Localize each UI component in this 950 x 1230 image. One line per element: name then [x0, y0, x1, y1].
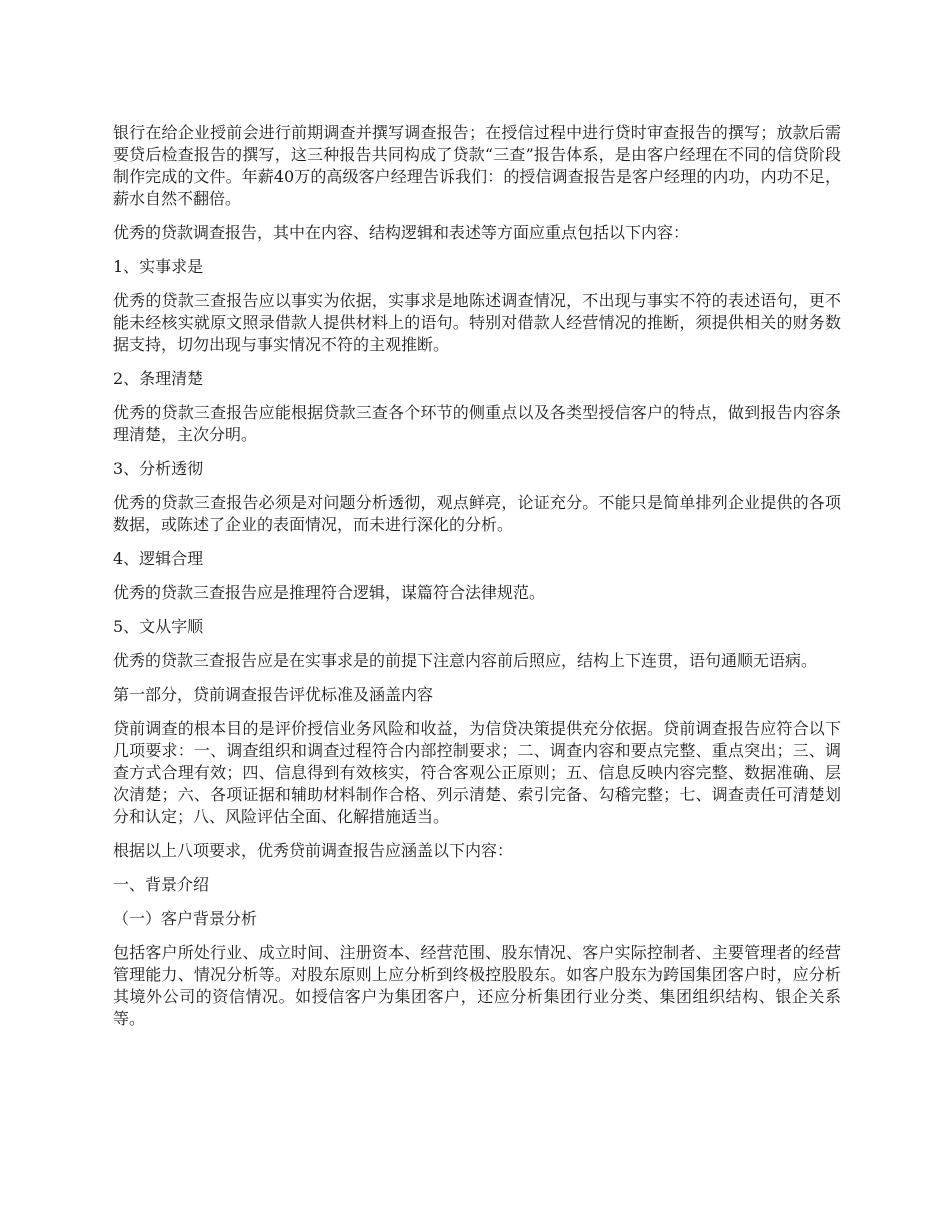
heading-4: 4、逻辑合理 [113, 549, 204, 568]
paragraph-5: 优秀的贷款三查报告应是在实事求是的前提下注意内容前后照应，结构上下连贯，语句通顺无语病。 [113, 651, 818, 670]
paragraph-customer-background: 包括客户所处行业、成立时间、注册资本、经营范围、股东情况、客户实际控制者、主要管理者的经营管理能力、情况分析等。对股东原则上应分析到终极控股股东。如客户股东为跨国集团客户时，应分析其境外公司的资信情况。如授信客户为集团客户，还应分析集团行业分类、集团组织结构、银企关系等。 [113, 943, 841, 1028]
heading-2: 2、条理清楚 [113, 369, 204, 388]
heading-3: 3、分析透彻 [113, 459, 204, 478]
paragraph-2: 优秀的贷款三查报告应能根据贷款三查各个环节的侧重点以及各类型授信客户的特点，做到报告内容条理清楚，主次分明。 [113, 403, 841, 444]
paragraph-4: 优秀的贷款三查报告应是推理符合逻辑，谋篇符合法律规范。 [113, 583, 546, 602]
section-heading-part-one: 第一部分，贷前调查报告评优标准及涵盖内容 [113, 685, 434, 704]
heading-1: 1、实事求是 [113, 257, 204, 276]
paragraph-overview: 优秀的贷款调查报告，其中在内容、结构逻辑和表述等方面应重点包括以下内容： [113, 223, 690, 242]
paragraph-eight-requirements: 根据以上八项要求，优秀贷前调查报告应涵盖以下内容： [113, 841, 514, 860]
heading-background: 一、背景介绍 [113, 875, 210, 894]
paragraph-3: 优秀的贷款三查报告必须是对问题分析透彻，观点鲜亮，论证充分。不能只是简单排列企业提供的各项数据，或陈述了企业的表面情况，而未进行深化的分析。 [113, 493, 841, 534]
heading-customer-background: （一）客户背景分析 [113, 909, 258, 928]
paragraph-pre-loan: 贷前调查的根本目的是评价授信业务风险和收益，为信贷决策提供充分依据。贷前调查报告应符合以下几项要求：一、调查组织和调查过程符合内部控制要求；二、调查内容和要点完整、重点突出；三、调查方式合理有效；四、信息得到有效核实，符合客观公正原则；五、信息反映内容完整、数据准确、层次清楚；六、各项证据和辅助材料制作合格、列示清楚、索引完备、勾稽完整；七、调查责任可清楚划分和认定；八、风险评估全面、化解措施适当。 [113, 719, 841, 826]
paragraph-intro: 银行在给企业授前会进行前期调查并撰写调查报告；在授信过程中进行贷时审查报告的撰写；放款后需要贷后检查报告的撰写，这三种报告共同构成了贷款“三查”报告体系，是由客户经理在不同的信贷阶段制作完成的文件。年薪40万的高级客户经理告诉我们：的授信调查报告是客户经理的内功，内功不足，薪水自然不翻倍。 [113, 123, 841, 208]
paragraph-1: 优秀的贷款三查报告应以事实为依据，实事求是地陈述调查情况，不出现与事实不符的表述语句，更不能未经核实就原文照录借款人提供材料上的语句。特别对借款人经营情况的推断，须提供相关的财务数据支持，切勿出现与事实情况不符的主观推断。 [113, 291, 841, 354]
heading-5: 5、文从字顺 [113, 617, 204, 636]
document-body [113, 122, 841, 1042]
